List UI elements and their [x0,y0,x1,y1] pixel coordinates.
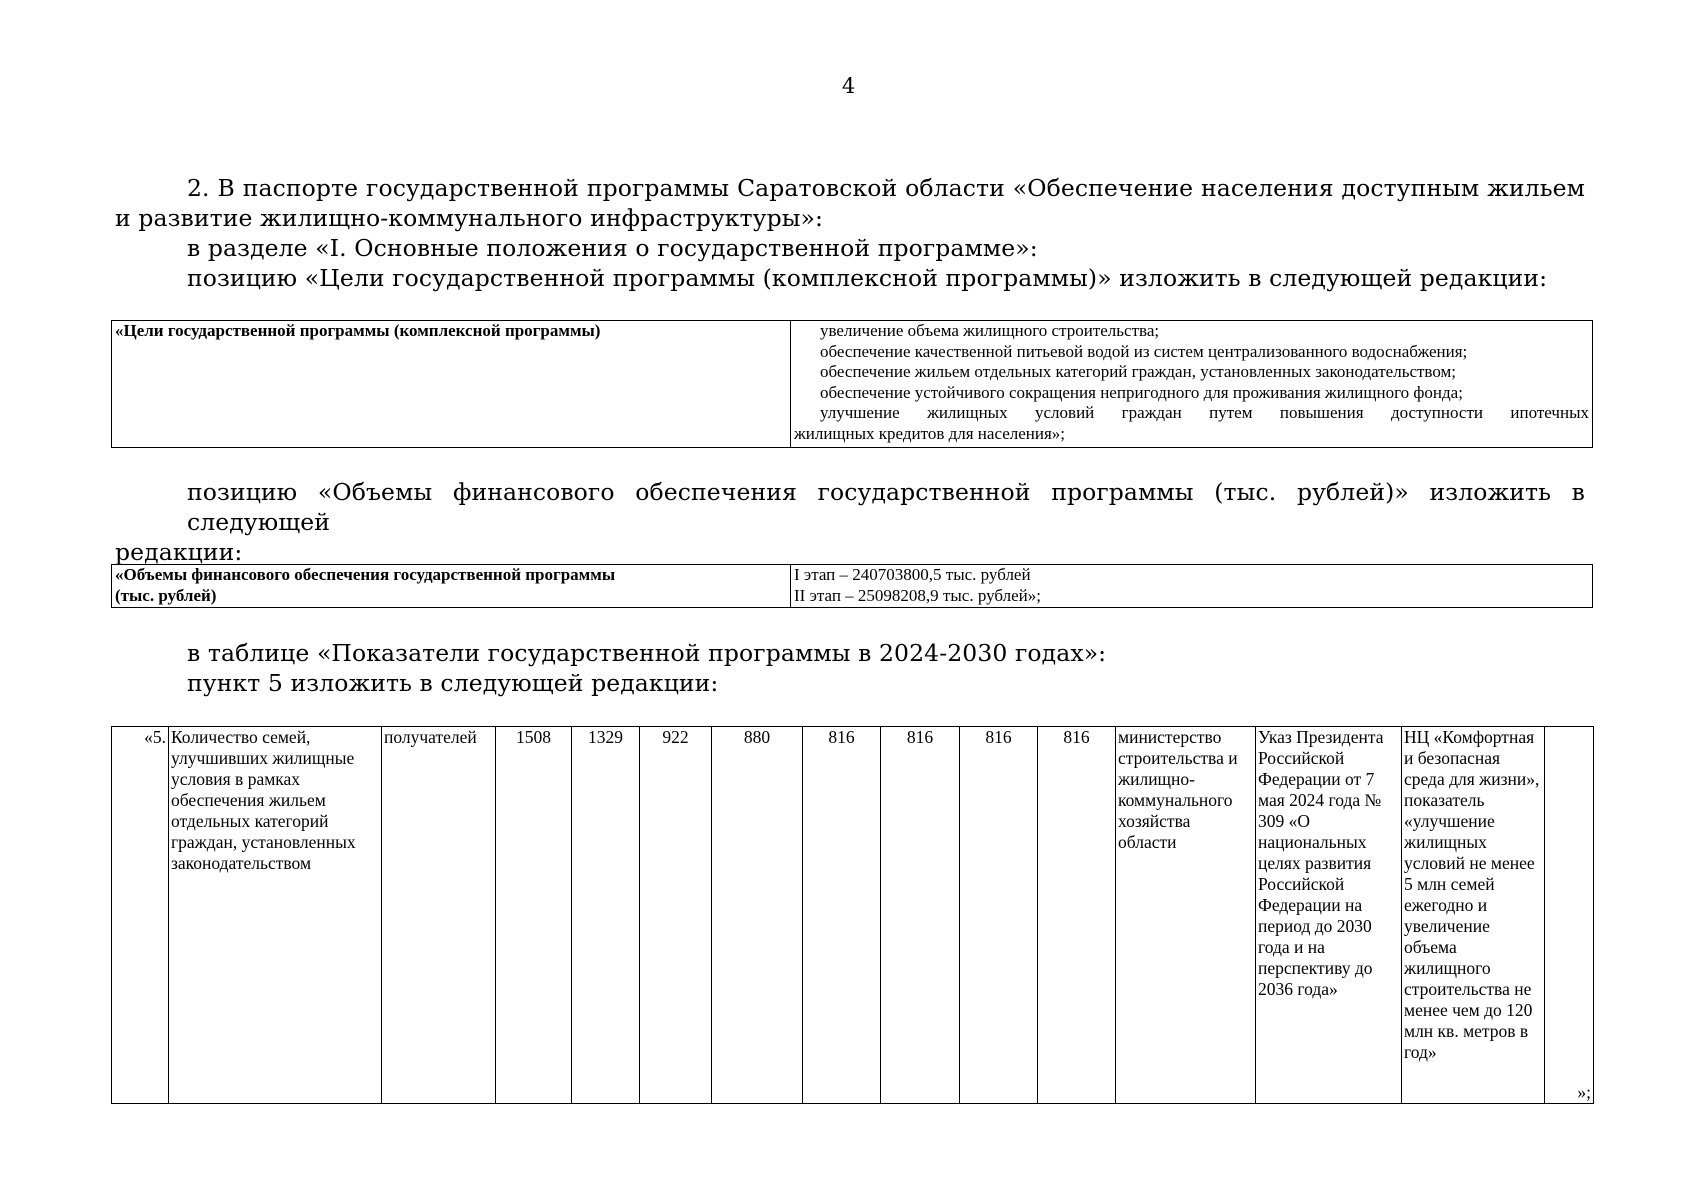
funding-label [112,565,791,608]
indicator-value-2: 1329 [572,727,640,1104]
funding-intro-line-1: позицию «Объемы финансового обеспечения государственной программы (тыс. рублей)» изложить в следующей [187,478,1585,536]
indicator-value-4: 880 [712,727,803,1104]
indicator-name: Количество семей, улучшивших жилищные условия в рамках обеспечения жильем отдельных категорий граждан, установленных законодательством [169,727,382,1104]
indicator-value-8: 816 [1038,727,1116,1104]
table-row [112,727,1594,1104]
goals-list [791,321,1593,448]
funding-intro [115,477,1585,567]
indicator-value-7: 816 [960,727,1038,1104]
closing-quote: »; [1545,727,1594,1104]
intro-paragraph [115,173,1585,293]
goal-item: обеспечение устойчивого сокращения непригодного для проживания жилищного фонда; [820,382,1463,402]
goal-item: обеспечение качественной питьевой водой из систем централизованного водоснабжения; [820,341,1468,361]
row-number: «5. [112,727,169,1104]
funding-label-line-2: (тыс. рублей) [115,585,217,605]
intro-line-4: позицию «Цели государственной программы (комплексной программы)» изложить в следующей редакции: [187,264,1548,292]
indicator-value-6: 816 [881,727,960,1104]
funding-label-line-1: «Объемы финансового обеспечения государственной программы [115,565,616,584]
indicator-value-5: 816 [803,727,881,1104]
intro-line-2: и развитие жилищно-коммунального инфраструктуры»: [115,204,824,232]
responsible-body: министерство строительства и жилищно-коммунального хозяйства области [1116,727,1256,1104]
goal-item: жилищных кредитов для населения»; [794,423,1066,443]
funding-intro-line-2: редакции: [115,538,243,566]
indicators-table [111,726,1594,1104]
goal-item: обеспечение жильем отдельных категорий граждан, установленных законодательством; [820,362,1456,381]
indicators-intro [115,638,1585,698]
funding-stage-1: I этап – 240703800,5 тыс. рублей [794,565,1031,584]
goal-item: улучшение жилищных условий граждан путем повышения доступности ипотечных [820,403,1589,422]
goals-table [111,320,1593,448]
intro-line-1: 2. В паспорте государственной программы Саратовской области «Обеспечение населения доступным жильем [187,174,1585,202]
goal-item: увеличение объема жилищного строительства; [820,321,1160,340]
page-number: 4 [841,74,856,98]
indicator-unit: получателей [382,727,496,1104]
indicator-value-1: 1508 [496,727,572,1104]
funding-values [791,565,1593,608]
intro-line-3: в разделе «I. Основные положения о государственной программе»: [187,234,1038,262]
indicators-intro-line-1: в таблице «Показатели государственной программы в 2024-2030 годах»: [187,639,1107,667]
national-goal: НЦ «Комфортная и безопасная среда для жизни», показатель «улучшение жилищных условий не менее 5 млн семей ежегодно и увеличение объема жилищного строительства не менее чем до 120 млн кв. метров в год» [1402,727,1545,1104]
goals-label: «Цели государственной программы (комплексной программы) [112,321,791,448]
indicators-intro-line-2: пункт 5 изложить в следующей редакции: [187,669,719,697]
decree-reference: Указ Президента Российской Федерации от 7 мая 2024 года № 309 «О национальных целях развития Российской Федерации на период до 2030 года и на перспективу до 2036 года» [1256,727,1402,1104]
funding-stage-2: II этап – 25098208,9 тыс. рублей»; [794,585,1041,605]
funding-table [111,564,1593,608]
indicator-value-3: 922 [640,727,712,1104]
